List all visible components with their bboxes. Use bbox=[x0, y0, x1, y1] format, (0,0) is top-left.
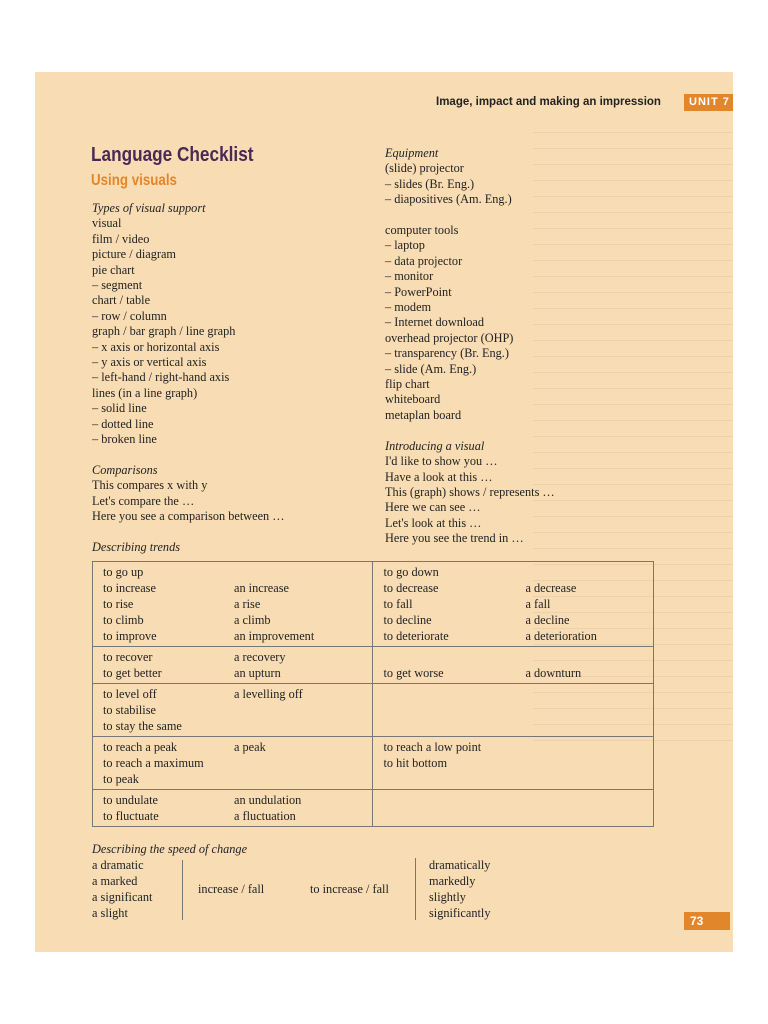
introducing-title: Introducing a visual bbox=[385, 438, 485, 453]
trends-row bbox=[93, 562, 654, 647]
trend-noun: a peak bbox=[234, 740, 266, 754]
computer-tool-item: – Internet download bbox=[385, 315, 485, 330]
trends-cell-down bbox=[373, 684, 654, 737]
introducing-list bbox=[385, 454, 555, 546]
trends-row bbox=[93, 684, 654, 737]
visual-support-list bbox=[92, 216, 285, 447]
visual-support-item: pie chart bbox=[92, 262, 135, 277]
speed-adverbs bbox=[429, 857, 490, 921]
computer-tool-item: – monitor bbox=[385, 269, 434, 284]
trend-verb: to reach a low point bbox=[383, 740, 482, 754]
comparisons-title: Comparisons bbox=[92, 462, 158, 477]
trends-title: Describing trends bbox=[92, 539, 181, 554]
visual-support-item: – segment bbox=[92, 278, 143, 293]
introducing-item: Here we can see … bbox=[385, 500, 481, 515]
trend-noun: a climb bbox=[234, 613, 271, 627]
speed-verb: to increase / fall bbox=[310, 882, 389, 896]
speed-adjective: a marked bbox=[92, 874, 138, 888]
computer-tool-item: – slide (Am. Eng.) bbox=[385, 361, 477, 376]
trend-noun: a rise bbox=[234, 597, 261, 611]
speed-adjective: a dramatic bbox=[92, 858, 144, 872]
speed-adverb: significantly bbox=[429, 906, 491, 920]
speed-adjective: a slight bbox=[92, 906, 128, 920]
trend-noun: a fall bbox=[525, 597, 551, 611]
introducing-item: Here you see the trend in … bbox=[385, 531, 524, 546]
trend-noun bbox=[525, 564, 653, 580]
computer-tool-item: – modem bbox=[385, 300, 432, 315]
left-column bbox=[92, 201, 285, 555]
trends-row bbox=[93, 737, 654, 790]
visual-support-item: chart / table bbox=[92, 293, 151, 308]
equipment-item: – slides (Br. Eng.) bbox=[385, 176, 475, 191]
computer-tool-item: overhead projector (OHP) bbox=[385, 330, 514, 345]
equipment-list bbox=[385, 161, 555, 207]
trend-verb: to go up bbox=[103, 565, 144, 579]
page-number: 73 bbox=[684, 912, 730, 930]
visual-support-title: Types of visual support bbox=[92, 201, 206, 215]
comparison-item: Here you see a comparison between … bbox=[92, 509, 285, 524]
trend-noun: a levelling off bbox=[234, 687, 303, 701]
speed-divider-left bbox=[182, 860, 183, 920]
trend-noun bbox=[234, 718, 372, 734]
trend-verb: to get better bbox=[103, 666, 162, 680]
page-subtitle: Using visuals bbox=[91, 172, 177, 189]
trend-noun: a decline bbox=[525, 613, 570, 627]
trend-verb: to decline bbox=[383, 613, 432, 627]
speed-adjectives bbox=[92, 857, 152, 921]
computer-tool-item: – PowerPoint bbox=[385, 284, 452, 299]
running-head: Image, impact and making an impression bbox=[436, 96, 661, 108]
trends-cell-down bbox=[373, 737, 654, 790]
trend-verb: to decrease bbox=[383, 581, 439, 595]
trend-verb: to increase bbox=[103, 581, 156, 595]
trend-noun bbox=[525, 649, 653, 665]
trend-verb: to stabilise bbox=[103, 703, 156, 717]
page-title: Language Checklist bbox=[91, 144, 254, 166]
trend-verb: to rise bbox=[103, 597, 134, 611]
trend-noun: an upturn bbox=[234, 666, 281, 680]
trend-verb: to fall bbox=[383, 597, 413, 611]
visual-support-item: visual bbox=[92, 216, 122, 231]
visual-support-item: graph / bar graph / line graph bbox=[92, 324, 236, 339]
computer-tools-list bbox=[385, 223, 555, 423]
trends-table bbox=[92, 561, 654, 827]
comparisons-list bbox=[92, 478, 285, 524]
equipment-item: – diapositives (Am. Eng.) bbox=[385, 192, 512, 207]
trend-verb: to climb bbox=[103, 613, 144, 627]
trend-verb: to recover bbox=[103, 650, 153, 664]
introducing-item: Have a look at this … bbox=[385, 469, 493, 484]
speed-noun: increase / fall bbox=[198, 882, 265, 896]
trend-verb: to get worse bbox=[383, 666, 444, 680]
trends-cell-up bbox=[93, 562, 373, 647]
trend-verb: to level off bbox=[103, 687, 157, 701]
trend-verb: to go down bbox=[383, 565, 439, 579]
speed-section bbox=[92, 841, 491, 923]
comparison-item: This compares x with y bbox=[92, 478, 208, 493]
trend-noun bbox=[234, 771, 372, 787]
computer-tool-item: – laptop bbox=[385, 238, 425, 253]
comparison-item: Let's compare the … bbox=[92, 493, 195, 508]
trends-cell-down bbox=[373, 562, 654, 647]
trends-cell-down bbox=[373, 647, 654, 684]
visual-support-item: film / video bbox=[92, 231, 150, 246]
unit-tab: UNIT 7 bbox=[684, 94, 733, 111]
introducing-item: I'd like to show you … bbox=[385, 454, 498, 469]
trend-noun: a downturn bbox=[525, 666, 582, 680]
equipment-item: (slide) projector bbox=[385, 161, 464, 176]
introducing-item: This (graph) shows / represents … bbox=[385, 484, 555, 499]
trends-cell-up bbox=[93, 684, 373, 737]
trend-verb: to peak bbox=[103, 772, 139, 786]
trend-verb: to stay the same bbox=[103, 719, 182, 733]
speed-adverb: markedly bbox=[429, 874, 476, 888]
visual-support-item: – left-hand / right-hand axis bbox=[92, 370, 230, 385]
trends-cell-down bbox=[373, 790, 654, 827]
visual-support-item: – dotted line bbox=[92, 416, 154, 431]
computer-tool-item: – transparency (Br. Eng.) bbox=[385, 346, 509, 361]
visual-support-item: – broken line bbox=[92, 432, 157, 447]
trend-noun: a recovery bbox=[234, 650, 286, 664]
trend-verb: to improve bbox=[103, 629, 157, 643]
computer-tool-item: whiteboard bbox=[385, 392, 441, 407]
trends-cell-up bbox=[93, 790, 373, 827]
visual-support-item: – solid line bbox=[92, 401, 147, 416]
trends-row bbox=[93, 647, 654, 684]
trend-verb: to deteriorate bbox=[383, 629, 449, 643]
visual-support-item: picture / diagram bbox=[92, 247, 176, 262]
trend-noun: a fluctuation bbox=[234, 809, 296, 823]
right-column bbox=[385, 146, 555, 547]
trend-verb: to undulate bbox=[103, 793, 158, 807]
visual-support-item: – y axis or vertical axis bbox=[92, 355, 207, 370]
introducing-item: Let's look at this … bbox=[385, 515, 482, 530]
speed-divider-right bbox=[415, 858, 416, 920]
computer-tool-item: computer tools bbox=[385, 223, 459, 238]
trend-noun bbox=[234, 755, 372, 771]
trend-verb bbox=[383, 649, 525, 665]
equipment-title: Equipment bbox=[385, 146, 439, 160]
visual-support-item: – row / column bbox=[92, 308, 167, 323]
trend-verb: to reach a peak bbox=[103, 740, 178, 754]
speed-adjective: a significant bbox=[92, 890, 153, 904]
trend-noun: an undulation bbox=[234, 793, 302, 807]
trend-verb: to reach a maximum bbox=[103, 756, 204, 770]
trends-cell-up bbox=[93, 647, 373, 684]
trend-noun bbox=[525, 755, 653, 771]
trend-noun bbox=[234, 564, 372, 580]
trend-verb: to hit bottom bbox=[383, 756, 448, 770]
visual-support-item: lines (in a line graph) bbox=[92, 385, 198, 400]
trend-noun: a decrease bbox=[525, 581, 577, 595]
computer-tool-item: metaplan board bbox=[385, 407, 462, 422]
trend-verb: to fluctuate bbox=[103, 809, 159, 823]
computer-tool-item: flip chart bbox=[385, 377, 430, 392]
speed-adverb: slightly bbox=[429, 890, 466, 904]
visual-support-item: – x axis or horizontal axis bbox=[92, 339, 220, 354]
trend-noun: a deterioration bbox=[525, 629, 597, 643]
trend-noun: an increase bbox=[234, 581, 289, 595]
speed-adverb: dramatically bbox=[429, 858, 491, 872]
trend-noun bbox=[525, 739, 653, 755]
trend-noun bbox=[234, 702, 372, 718]
speed-title: Describing the speed of change bbox=[92, 842, 248, 856]
trend-noun: an improvement bbox=[234, 629, 315, 643]
computer-tool-item: – data projector bbox=[385, 253, 463, 268]
trends-cell-up bbox=[93, 737, 373, 790]
trends-row bbox=[93, 790, 654, 827]
